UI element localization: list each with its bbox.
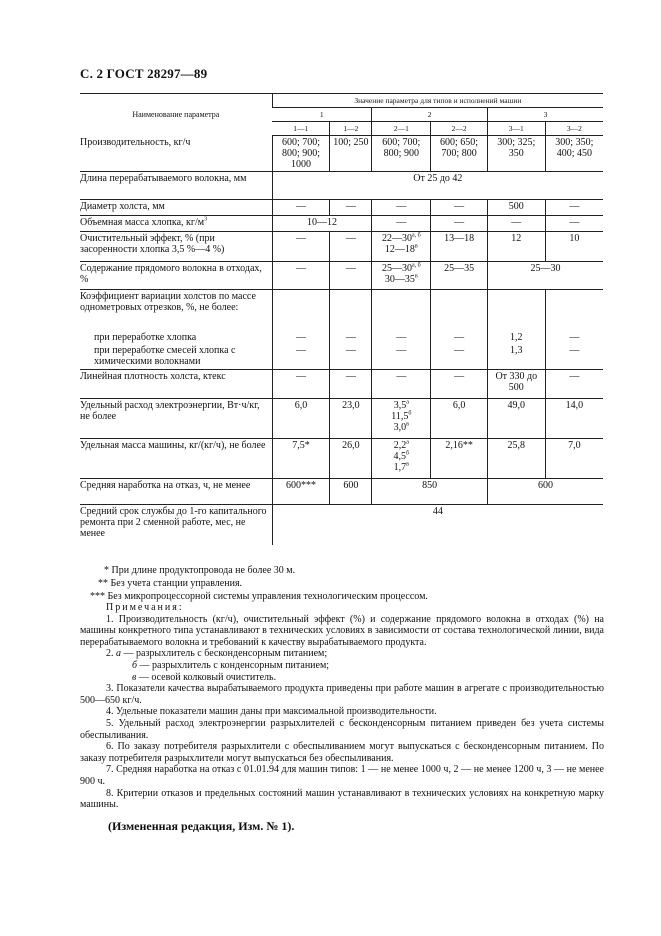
table-row (80, 290, 603, 331)
cell-value: — (545, 200, 603, 216)
cell-value: 6,0 (272, 399, 330, 439)
cell-value: — (545, 331, 603, 344)
note-paragraph: 3. Показатели качества вырабатываемого продукта приведены при работе машин в агрегате с производительностью 500—650 кг/ч. (80, 683, 604, 706)
cell-value: От 25 до 42 (272, 172, 603, 200)
param-name: Длина перерабатываемого волокна, мм (80, 172, 272, 200)
cell-value: 25—35 (431, 262, 488, 290)
cell-value: — (272, 232, 330, 262)
variant-header: 3—2 (545, 122, 603, 136)
cell-value: 500 (487, 200, 545, 216)
cell-value: — (330, 331, 372, 344)
cell-value: — (545, 370, 603, 399)
footnote: *** Без микропроцессорной системы управления технологическим процессом. (90, 591, 428, 602)
param-name: Средняя наработка на отказ, ч, не менее (80, 479, 272, 505)
cell-value: — (431, 216, 488, 232)
cell-value: — (330, 344, 372, 370)
cell-value: — (431, 200, 488, 216)
page-header: С. 2 ГОСТ 28297—89 (80, 66, 208, 81)
cell-value: $25—30^{а, б}$ $30—35^в$ (372, 262, 431, 290)
cell-value: — (372, 216, 431, 232)
cell-value: $2,2^а$ $4,5^б$ $1,7^в$ (372, 439, 431, 479)
table-row (80, 216, 603, 232)
variant-header: 1—2 (330, 122, 372, 136)
cell-value: 600 (330, 479, 372, 505)
cell-value: — (372, 370, 431, 399)
table-row (80, 344, 603, 370)
cell-value: — (330, 200, 372, 216)
table-row (80, 331, 603, 344)
notes-title: Примечания: (106, 602, 184, 613)
amendment-note: (Измененная редакция, Изм. № 1). (108, 819, 295, 833)
cell-value: 600*** (272, 479, 330, 505)
table-row (80, 505, 603, 545)
param-name: Очистительный эффект, % (при засоренности хлопка 3,5 %—4 %) (80, 232, 272, 262)
param-name: Диаметр холста, мм (80, 200, 272, 216)
cell-value: — (272, 331, 330, 344)
table-row (80, 136, 603, 172)
cell-value: 600; 700; 800; 900 (372, 136, 431, 172)
param-name: Удельный расход электроэнергии, Вт·ч/кг, не более (80, 399, 272, 439)
variant-header: 1—1 (272, 122, 330, 136)
footnotes (90, 564, 610, 603)
type-header: 1 (272, 108, 372, 122)
cell-value: — (372, 331, 431, 344)
cell-value: 6,0 (431, 399, 488, 439)
cell-value: 44 (272, 505, 603, 545)
cell-value: 25—30 (487, 262, 603, 290)
cell-value: — (431, 370, 488, 399)
cell-value: 300; 350; 400; 450 (545, 136, 603, 172)
note-paragraph: 5. Удельный расход электроэнергии разрыхлителей с бесконденсорным питанием приведен без учета системы обеспыливания. (80, 717, 604, 741)
note-paragraph: 6. По заказу потребителя разрыхлители с обеспыливанием могут выпускаться с бесконденсорным питанием. По заказу потребителя разрыхлители могут выпускаться без обеспыливания. (80, 741, 604, 764)
note-paragraph: 7. Средняя наработка на отказ с 01.01.94 для машин типов: 1 — не менее 1000 ч, 2 — не менее 1200 ч, 3 — не менее 900 ч. (80, 764, 604, 787)
cell-value: — (272, 370, 330, 399)
param-name: Линейная плотность холста, ктекс (80, 370, 272, 399)
cell-value: — (431, 331, 488, 344)
cell-value: 600 (487, 479, 603, 505)
notes-section (80, 602, 604, 811)
cell-value: 7,0 (545, 439, 603, 479)
cell-value: — (545, 216, 603, 232)
cell-value: 25,8 (487, 439, 545, 479)
param-name: Средний срок службы до 1-го капитального ремонта при 2 сменной работе, мес, не менее (80, 505, 272, 545)
table-row (80, 399, 603, 439)
variant-header: 3—1 (487, 122, 545, 136)
type-header: 2 (372, 108, 488, 122)
table-row (80, 479, 603, 505)
footnote: * При длине продуктопровода не более 30 м. (104, 565, 296, 576)
param-name: при переработке смесей хлопка с химическими волокнами (94, 344, 236, 367)
cell-value: 23,0 (330, 399, 372, 439)
table-row (80, 172, 603, 200)
cell-value: 7,5* (272, 439, 330, 479)
cell-value: $3,5^а$ $11,5^б$ $3,0^в$ (372, 399, 431, 439)
parameters-table (80, 93, 603, 545)
table-row (80, 439, 603, 479)
cell-value: $22—30^{а, б}$ $12—18^в$ (372, 232, 431, 262)
param-name: Содержание прядомого волокна в отходах, % (80, 262, 272, 290)
variant-header: 2—2 (431, 122, 488, 136)
cell-value: 14,0 (545, 399, 603, 439)
cell-value: — (545, 344, 603, 370)
note-paragraph: б — разрыхлитель с конденсорным питанием; (132, 659, 330, 671)
cell-value: 2,16** (431, 439, 488, 479)
cell-value: — (330, 370, 372, 399)
cell-value: — (272, 344, 330, 370)
cell-value: — (487, 216, 545, 232)
param-name: Объемная масса хлопка, $кг/м^3$ (80, 216, 272, 232)
variant-header: 2—1 (372, 122, 431, 136)
cell-value: — (330, 232, 372, 262)
table-row (80, 200, 603, 216)
cell-value: 10—12 (272, 216, 372, 232)
cell-value: — (272, 262, 330, 290)
cell-value: 300; 325; 350 (487, 136, 545, 172)
note-paragraph: 1. Производительность (кг/ч), очистительный эффект (%) и содержание прядомого волокна в отходах (%) на машины конкретного типа устанавливают в технических условиях в зависимости от состава технологической линии, вида перерабатываемого волокна и требований к качеству вырабатываемого продукта. (80, 613, 604, 648)
cell-value: 100; 250 (330, 136, 372, 172)
param-name: Коэффициент вариации холстов по массе однометровых отрезков, %, не более: (80, 290, 272, 331)
cell-value: 10 (545, 232, 603, 262)
cell-value: — (372, 200, 431, 216)
param-column-header: Наименование параметра (80, 94, 272, 136)
table-row (80, 232, 603, 262)
param-name: Производительность, кг/ч (80, 136, 191, 148)
cell-value: — (330, 262, 372, 290)
cell-value: — (431, 344, 488, 370)
cell-value: 1,3 (487, 344, 545, 370)
note-paragraph: 4. Удельные показатели машин даны при максимальной производительности. (106, 706, 437, 718)
param-name: Удельная масса машины, кг/(кг/ч), не более (80, 439, 272, 479)
values-column-header: Значение параметра для типов и исполнений машин (272, 94, 603, 108)
param-name: при переработке хлопка (94, 331, 197, 343)
note-paragraph: 8. Критерии отказов и предельных состояний машин устанавливают в технических условиях на конкретную марку машины. (80, 787, 604, 811)
note-paragraph: в — осевой колковый очиститель. (132, 671, 277, 683)
cell-value: 1,2 (487, 331, 545, 344)
cell-value: 12 (487, 232, 545, 262)
cell-value: 26,0 (330, 439, 372, 479)
note-paragraph: 2. а — разрыхлитель с бесконденсорным питанием; (106, 648, 328, 660)
cell-value: 13—18 (431, 232, 488, 262)
table-row (80, 370, 603, 399)
cell-value: — (272, 200, 330, 216)
cell-value: — (372, 344, 431, 370)
cell-value: 49,0 (487, 399, 545, 439)
table-row (80, 262, 603, 290)
cell-value: От 330 до 500 (487, 370, 545, 399)
footnote: ** Без учета станции управления. (98, 578, 243, 589)
cell-value: 600; 700; 800; 900; 1000 (272, 136, 330, 172)
type-header: 3 (487, 108, 603, 122)
cell-value: 850 (372, 479, 488, 505)
cell-value: 600; 650; 700; 800 (431, 136, 488, 172)
